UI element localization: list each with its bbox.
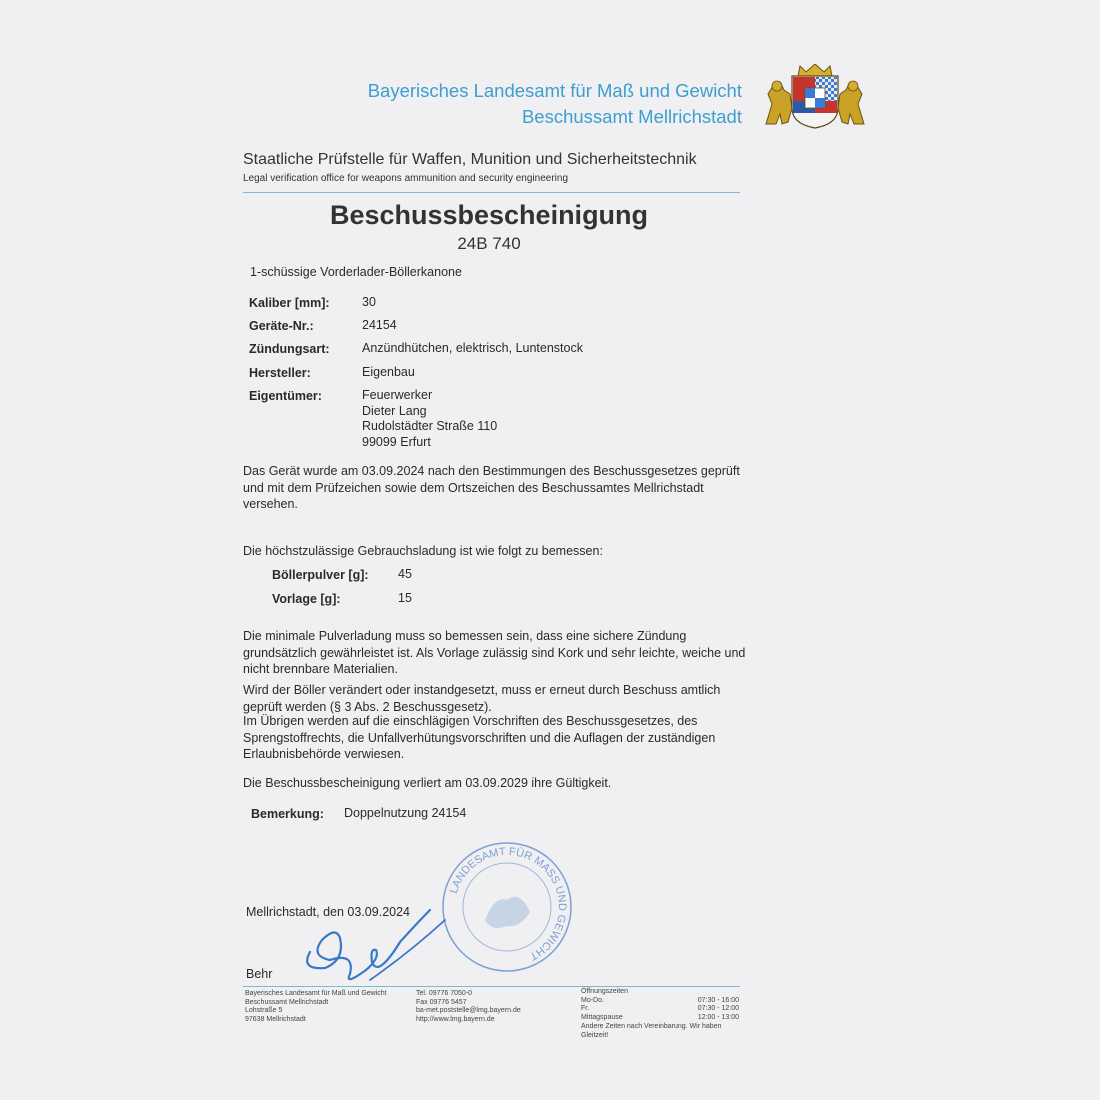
bavarian-coat-of-arms-icon xyxy=(762,64,868,130)
signature-mark xyxy=(270,890,470,1000)
max-charge-intro: Die höchstzulässige Gebrauchsladung ist wie folgt zu bemessen: xyxy=(243,544,603,558)
footer-fax: Fax 09776 5457 xyxy=(416,998,467,1006)
remark-value: Doppelnutzung 24154 xyxy=(344,806,467,820)
seal-text: LANDESAMT FÜR MASS UND GEWICHT xyxy=(447,845,569,963)
footer-line: Beschussamt Mellrichstadt xyxy=(245,998,329,1006)
manufacturer-label: Hersteller: xyxy=(249,366,311,380)
hours-row xyxy=(581,1005,739,1014)
footer-line: 97638 Mellrichstadt xyxy=(245,1016,306,1024)
footer-hours xyxy=(581,988,739,1040)
footer-line: Bayerisches Landesamt für Maß und Gewicht xyxy=(245,990,387,997)
ignition-value: Anzündhütchen, elektrisch, Luntenstock xyxy=(362,341,583,355)
hours-title: Öffnungszeiten xyxy=(581,988,628,995)
certificate-number: 24B 740 xyxy=(457,234,521,253)
regulations-paragraph: Im Übrigen werden auf die einschlägigen Vorschriften des Beschussgesetzes, des Sprengstoffrechts, die Unfallverhütungsvorschriften und die Auflagen der zuständigen Erlaubnisbehörde verwiesen. xyxy=(243,714,716,761)
inspection-paragraph: Das Gerät wurde am 03.09.2024 nach den Bestimmungen des Beschussgesetzes geprüft und mit dem Prüfzeichen sowie dem Ortszeichen des Beschussamtes Mellrichstadt versehen. xyxy=(243,464,740,511)
owner-line: Rudolstädter Straße 110 xyxy=(362,419,498,433)
certificate-title: Beschussbescheinigung xyxy=(329,200,649,230)
hours-day: Mo-Do. xyxy=(581,996,604,1004)
owner-address xyxy=(362,388,497,450)
office-full-title: Staatliche Prüfstelle für Waffen, Munition und Sicherheitstechnik xyxy=(243,151,697,168)
manufacturer-value: Eigenbau xyxy=(362,365,415,379)
hours-note: Andere Zeiten nach Vereinbarung. Wir haben xyxy=(581,1022,722,1030)
owner-line: Feuerwerker xyxy=(362,388,433,402)
office-name: Beschussamt Mellrichstadt xyxy=(521,106,742,127)
caliber-label: Kaliber [mm]: xyxy=(249,296,330,310)
footer-divider xyxy=(243,986,740,987)
place-date: Mellrichstadt, den 03.09.2024 xyxy=(246,905,410,919)
footer-phone: Tel. 09776 7050-0 xyxy=(416,990,473,997)
device-number-value: 24154 xyxy=(362,318,397,332)
ignition-label: Zündungsart: xyxy=(249,342,330,356)
caliber-value: 30 xyxy=(362,295,376,309)
institution-name: Bayerisches Landesamt für Maß und Gewicht xyxy=(367,80,742,101)
footer-email-link[interactable]: ba-met.poststelle@lmg.bayern.de xyxy=(416,1007,521,1015)
hours-row xyxy=(581,1014,739,1023)
remark-label: Bemerkung: xyxy=(251,807,324,821)
signer-name: Behr xyxy=(246,967,273,981)
powder-label: Böllerpulver [g]: xyxy=(272,568,369,582)
footer-address xyxy=(245,990,387,1025)
wadding-value: 15 xyxy=(398,591,412,605)
footer-contact xyxy=(416,990,521,1025)
owner-line: Dieter Lang xyxy=(362,403,427,418)
powder-value: 45 xyxy=(398,567,412,581)
header-divider xyxy=(243,192,740,193)
validity-paragraph: Die Beschussbescheinigung verliert am 03.09.2029 ihre Gültigkeit. xyxy=(243,776,612,790)
hours-time: 07:30 - 12:00 xyxy=(697,1005,739,1013)
hours-row xyxy=(581,997,739,1006)
device-number-label: Geräte-Nr.: xyxy=(249,319,314,333)
hours-time: 12:00 - 13:00 xyxy=(697,1014,739,1022)
owner-label: Eigentümer: xyxy=(249,389,322,403)
modification-paragraph: Wird der Böller verändert oder instandgesetzt, muss er erneut durch Beschuss amtlich geprüft werden (§ 3 Abs. 2 Beschussgesetz). xyxy=(243,683,721,714)
hours-time: 07:30 - 16:00 xyxy=(697,996,739,1004)
wadding-label: Vorlage [g]: xyxy=(272,592,341,606)
hours-day: Mittagspause xyxy=(581,1014,623,1022)
office-full-title-en: Legal verification office for weapons ammunition and security engineering xyxy=(243,173,569,184)
hours-day: Fr. xyxy=(581,1005,590,1013)
footer-website-link[interactable]: http://www.lmg.bayern.de xyxy=(416,1016,495,1024)
min-charge-paragraph: Die minimale Pulverladung muss so bemessen sein, dass eine sichere Zündung grundsätzlich gewährleistet ist. Als Vorlage zulässig sind Kork und sehr leichte, weiche und nicht brennbare Materialien. xyxy=(243,629,746,676)
footer-line: Lohstraße 5 xyxy=(245,1007,283,1015)
hours-note: Gleitzeit! xyxy=(581,1031,609,1039)
device-type: 1-schüssige Vorderlader-Böllerkanone xyxy=(250,265,462,279)
owner-line: 99099 Erfurt xyxy=(362,434,431,449)
